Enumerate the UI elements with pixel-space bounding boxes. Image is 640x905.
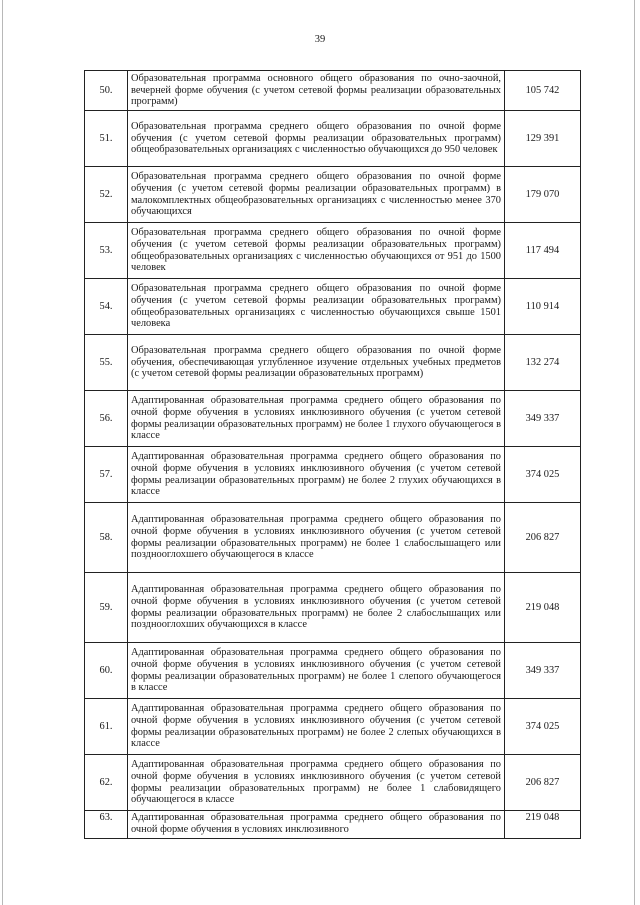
table-row [85, 699, 581, 755]
row-number: 56. [85, 391, 128, 447]
program-description: Образовательная программа основного общего образования по очно-заочной, вечерней форме обучения (с учетом сетевой формы реализации образовательных программ) [128, 71, 505, 111]
program-description: Образовательная программа среднего общего образования по очной форме обучения (с учетом сетевой формы реализации образовательных программ) общеобразовательных организациях с численностью обучающихся свыше 1501 человека [128, 279, 505, 335]
table-row [85, 335, 581, 391]
table-row [85, 391, 581, 447]
table-row [85, 167, 581, 223]
page-number: 39 [314, 34, 326, 45]
cost-value: 132 274 [505, 335, 581, 391]
table-row [85, 643, 581, 699]
table-row [85, 447, 581, 503]
program-description: Адаптированная образовательная программа среднего общего образования по очной форме обучения в условиях инклюзивного обучения (с учетом сетевой формы реализации образовательных программ) не более 2 слепых обучающихся в классе [128, 699, 505, 755]
cost-value: 206 827 [505, 503, 581, 573]
table-row [85, 111, 581, 167]
row-number: 51. [85, 111, 128, 167]
cost-value: 349 337 [505, 391, 581, 447]
program-description: Адаптированная образовательная программа среднего общего образования по очной форме обучения в условиях инклюзивного обучения (с учетом сетевой формы реализации образовательных программ) не более 2 слабослышащих или позднооглохших обучающихся в классе [128, 573, 505, 643]
row-number: 60. [85, 643, 128, 699]
cost-value: 129 391 [505, 111, 581, 167]
program-description: Образовательная программа среднего общего образования по очной форме обучения (с учетом сетевой формы реализации образовательных программ) общеобразовательных организациях с численностью обучающихся до 950 человек [128, 111, 505, 167]
cost-value: 219 048 [505, 811, 581, 839]
row-number: 63. [85, 811, 128, 839]
row-number: 52. [85, 167, 128, 223]
table-row [85, 503, 581, 573]
program-description: Образовательная программа среднего общего образования по очной форме обучения (с учетом сетевой формы реализации образовательных программ) общеобразовательных организациях с численностью обучающихся от 951 до 1500 человек [128, 223, 505, 279]
program-description: Адаптированная образовательная программа среднего общего образования по очной форме обучения в условиях инклюзивного обучения (с учетом сетевой формы реализации образовательных программ) не более 1 слабослышащего или позднооглохшего обучающегося в классе [128, 503, 505, 573]
row-number: 61. [85, 699, 128, 755]
program-description: Адаптированная образовательная программа среднего общего образования по очной форме обучения в условиях инклюзивного [128, 811, 505, 839]
row-number: 50. [85, 71, 128, 111]
scan-edge-left [2, 0, 3, 905]
program-description: Адаптированная образовательная программа среднего общего образования по очной форме обучения в условиях инклюзивного обучения (с учетом сетевой формы реализации образовательных программ) не более 1 слепого обучающегося в классе [128, 643, 505, 699]
table-row [85, 279, 581, 335]
cost-value: 374 025 [505, 699, 581, 755]
scan-edge-right [634, 0, 635, 905]
row-number: 59. [85, 573, 128, 643]
row-number: 57. [85, 447, 128, 503]
program-description: Образовательная программа среднего общего образования по очной форме обучения (с учетом сетевой формы реализации образовательных программ) в малокомплектных общеобразовательных организациях с численностью менее 370 обучающихся [128, 167, 505, 223]
table-row [85, 71, 581, 111]
row-number: 62. [85, 755, 128, 811]
cost-value: 117 494 [505, 223, 581, 279]
program-description: Адаптированная образовательная программа среднего общего образования по очной форме обучения в условиях инклюзивного обучения (с учетом сетевой формы реализации образовательных программ) не более 2 глухих обучающихся в классе [128, 447, 505, 503]
cost-value: 105 742 [505, 71, 581, 111]
table-row [85, 755, 581, 811]
table-row [85, 573, 581, 643]
cost-value: 110 914 [505, 279, 581, 335]
cost-value: 179 070 [505, 167, 581, 223]
cost-value: 374 025 [505, 447, 581, 503]
cost-value: 219 048 [505, 573, 581, 643]
program-description: Образовательная программа среднего общего образования по очной форме обучения, обеспечивающая углубленное изучение отдельных учебных предметов (с учетом сетевой формы реализации образовательных программ) [128, 335, 505, 391]
table-row [85, 811, 581, 839]
program-description: Адаптированная образовательная программа среднего общего образования по очной форме обучения в условиях инклюзивного обучения (с учетом сетевой формы реализации образовательных программ) не более 1 глухого обучающегося в классе [128, 391, 505, 447]
program-description: Адаптированная образовательная программа среднего общего образования по очной форме обучения в условиях инклюзивного обучения (с учетом сетевой формы реализации образовательных программ) не более 1 слабовидящего обучающегося в классе [128, 755, 505, 811]
row-number: 58. [85, 503, 128, 573]
cost-value: 349 337 [505, 643, 581, 699]
program-cost-table [84, 70, 581, 839]
table-row [85, 223, 581, 279]
row-number: 54. [85, 279, 128, 335]
row-number: 55. [85, 335, 128, 391]
row-number: 53. [85, 223, 128, 279]
cost-value: 206 827 [505, 755, 581, 811]
